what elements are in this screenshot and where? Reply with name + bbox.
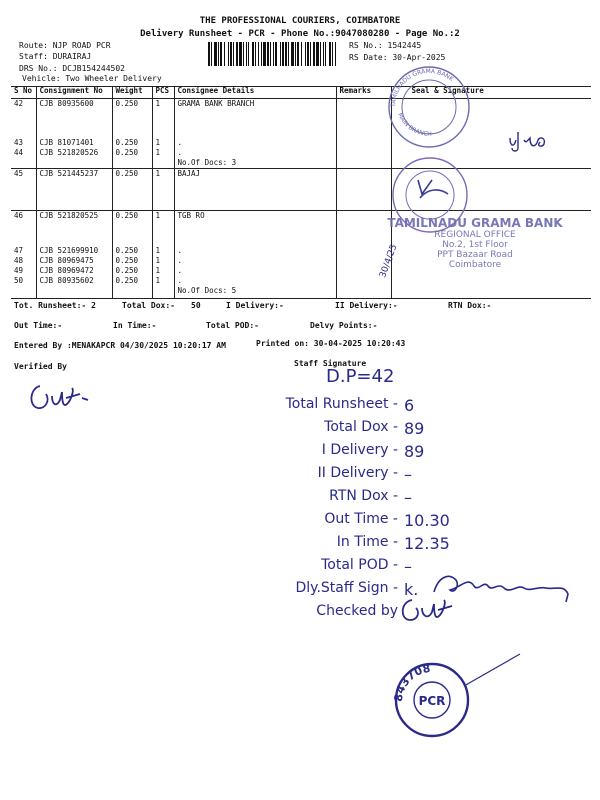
margin-date-note (366, 243, 400, 286)
barcode-bar (297, 42, 299, 66)
i-delivery: I Delivery:- (226, 301, 284, 310)
docs-count: No.Of Docs: 3 (177, 157, 237, 167)
route-label: Route: NJP ROAD PCR (19, 41, 111, 50)
barcode-bar (211, 42, 212, 66)
handwritten-value: 6 (404, 396, 415, 415)
col-sno: S No (14, 86, 33, 95)
handwritten-value: 10.30 (404, 511, 450, 530)
vehicle-label: Vehicle: Two Wheeler Delivery (22, 74, 162, 83)
table-row: 46 47 48 49 50 CJB 521820525 CJB 521699910 CJB 80969475 CJB 80969472 CJB 80935602 0.250 0.250 0.250 0.250 0.250 1 1 1 1 1 TGB RO . . . . No.Of Docs: 5 (11, 210, 591, 298)
svg-text:MAIN BRANCH (396, 112, 432, 138)
barcode-bar (329, 42, 331, 66)
col-remarks: Remarks (336, 86, 391, 98)
stamp-bottom-text: MAIN BRANCH (396, 111, 432, 138)
dp-note: D.P=42 (326, 366, 395, 387)
barcode-bar (305, 42, 306, 66)
barcode-bar (243, 42, 244, 66)
barcode-bar (218, 42, 219, 66)
barcode-bar (220, 42, 222, 66)
barcode-bar (252, 42, 254, 66)
barcode-bar (280, 42, 281, 66)
rs-number: RS No.: 1542445 (349, 41, 422, 50)
barcode-bar (320, 42, 321, 66)
barcode-bar (332, 42, 333, 66)
barcode-bar (288, 42, 289, 66)
barcode-bar (224, 42, 225, 66)
barcode-bar (267, 42, 269, 66)
bank-round-stamp (384, 62, 474, 152)
barcode-bar (316, 42, 319, 66)
barcode-bar (230, 42, 232, 66)
barcode-bar (313, 42, 315, 66)
total-dox-value: 50 (191, 301, 201, 310)
out-time: Out Time:- (14, 321, 63, 330)
barcode-bar (275, 42, 277, 66)
company-name: THE PROFESSIONAL COURIERS, COIMBATORE (199, 16, 401, 26)
col-weight: Weight (112, 86, 152, 98)
handwritten-label: Checked by (316, 603, 398, 619)
bank-rect-stamp: TAMILNADU GRAMA BANK REGIONAL OFFICE No.2, 1st Floor PPT Bazaar Road Coimbatore (387, 216, 563, 270)
checked-by-signature (398, 592, 458, 626)
handwritten-value: – (404, 488, 412, 507)
handwritten-label: I Delivery - (321, 442, 398, 458)
handwritten-value: 89 (404, 442, 425, 461)
stamp-top-text: TAMILNADU GRAMA BANK (389, 67, 455, 108)
barcode-bar (228, 42, 229, 66)
barcode-bar (261, 42, 262, 66)
barcode-bar (246, 42, 247, 66)
entered-by: Entered By :MENAKAPCR 04/30/2025 10:20:17 AM (14, 341, 226, 350)
barcode-bar (323, 42, 324, 66)
handwritten-value: k. (404, 580, 419, 599)
handwritten-label: Out Time - (324, 511, 398, 527)
rs-date: RS Date: 30-Apr-2025 (349, 53, 446, 62)
pcr-text: PCR (418, 694, 446, 708)
total-dox-label: Total Dox:- (122, 301, 175, 310)
table-header-row (11, 86, 591, 98)
barcode-bar (258, 42, 259, 66)
barcode-bar (236, 42, 238, 66)
col-consignee: Consignee Details (174, 86, 336, 98)
col-pcs: PCS (152, 86, 174, 98)
table-row: 42 43 44 CJB 80935600 CJB 81071401 CJB 521820526 0.250 0.250 0.250 1 1 1 GRAMA BANK BRANCH . . No.Of Docs: 3 (11, 98, 591, 168)
handwritten-label: RTN Dox - (329, 488, 398, 504)
verified-by: Verified By (14, 362, 67, 371)
staff-label: Staff: DURAIRAJ (19, 52, 92, 61)
barcode-bar (285, 42, 287, 66)
handwritten-value: 89 (404, 419, 425, 438)
barcode (208, 42, 340, 66)
barcode-bar (239, 42, 242, 66)
table-row: 45 CJB 521445237 0.250 1 BAJAJ (11, 168, 591, 210)
handwritten-value: – (404, 557, 412, 576)
barcode-bar (291, 42, 294, 66)
svg-text:TAMILNADU GRAMA BANK (390, 68, 455, 108)
barcode-bar (263, 42, 266, 66)
barcode-bar (307, 42, 309, 66)
pcr-number: 843708 (392, 661, 432, 703)
handwritten-value: – (404, 465, 412, 484)
handwritten-label: Total POD - (321, 557, 398, 573)
svg-text:30/4/25: 30/4/25 (378, 243, 400, 280)
barcode-bar (295, 42, 296, 66)
barcode-bar (282, 42, 284, 66)
handwritten-label: II Delivery - (317, 465, 398, 481)
delvy-points: Delvy Points:- (310, 321, 378, 330)
handwritten-label: Total Runsheet - (285, 396, 398, 412)
total-pod: Total POD:- (206, 321, 259, 330)
staff-signature: Staff Signature (294, 359, 367, 368)
seal-signature-mark (500, 126, 560, 156)
ii-delivery: II Delivery:- (335, 301, 398, 310)
pcr-stamp (392, 650, 532, 742)
col-consignment: Consignment No (36, 86, 112, 98)
barcode-bar (233, 42, 234, 66)
barcode-bar (301, 42, 302, 66)
handwritten-label: Total Dox - (324, 419, 398, 435)
barcode-bar (248, 42, 249, 66)
rtn-dox: RTN Dox:- (448, 301, 492, 310)
docs-count: No.Of Docs: 5 (177, 285, 237, 295)
col-seal: Seal & Signature (391, 86, 591, 98)
barcode-bar (310, 42, 311, 66)
barcode-bar (255, 42, 256, 66)
barcode-bar (325, 42, 326, 66)
drs-number: DRS No.: DCJB154244502 (19, 64, 125, 73)
tot-runsheet: Tot. Runsheet:- 2 (14, 301, 96, 310)
printed-on: Printed on: 30-04-2025 10:20:43 (256, 339, 406, 348)
handwritten-label: Dly.Staff Sign - (295, 580, 398, 596)
in-time: In Time:- (113, 321, 157, 330)
handwritten-label: In Time - (336, 534, 398, 550)
handwritten-value: 12.35 (404, 534, 450, 553)
barcode-bar (214, 42, 217, 66)
barcode-bar (270, 42, 271, 66)
barcode-bar (208, 42, 210, 66)
barcode-bar (335, 42, 336, 66)
runsheet-title: Delivery Runsheet - PCR - Phone No.:9047080280 - Page No.:2 (140, 29, 460, 39)
barcode-bar (273, 42, 274, 66)
